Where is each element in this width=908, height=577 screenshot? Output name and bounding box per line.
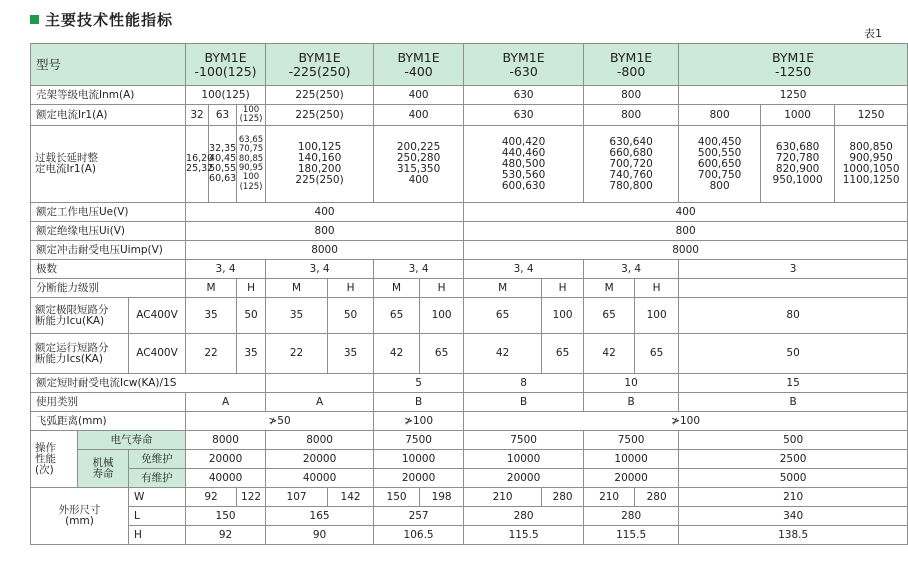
cell: ≯100 [374,412,464,431]
model-1250: BYM1E -1250 [679,44,908,86]
model-100: BYM1E -100(125) [186,44,266,86]
cell: H [237,279,266,298]
cell: 50 [237,298,266,334]
spec-table [30,43,908,545]
cell: M [186,279,237,298]
bullet-square-icon [30,15,39,24]
model-800: BYM1E -800 [584,44,679,86]
row-label: 有维护 [129,469,186,488]
cell: 100 [542,298,584,334]
cell: 3, 4 [374,260,464,279]
cell: 150 [186,507,266,526]
cell: 138.5 [679,526,908,545]
cell: 225(250) [266,86,374,105]
cell: 500 [679,431,908,450]
cell: 20000 [266,450,374,469]
cell: H [635,279,679,298]
cell: 800 [584,86,679,105]
cell: 5000 [679,469,908,488]
cell: 280 [464,507,584,526]
cell: 210 [679,488,908,507]
model-400: BYM1E -400 [374,44,464,86]
cell: A [266,393,374,412]
cell: 20000 [186,450,266,469]
cell: 20000 [584,469,679,488]
cell: 630 [464,105,584,126]
cell [266,374,374,393]
cell: 42 [464,334,542,374]
cell: 65 [420,334,464,374]
cell: 100 [635,298,679,334]
row-label: 外形尺寸 (mm) [31,488,129,545]
cell: 225(250) [266,105,374,126]
cell: 50 [679,334,908,374]
cell: 800 [186,222,464,241]
cell: 142 [328,488,374,507]
page-title: 主要技术性能指标 [45,10,174,29]
cell: 3, 4 [266,260,374,279]
cell: ≯50 [186,412,374,431]
cell: 150 [374,488,420,507]
cell: 3, 4 [464,260,584,279]
cell: 32 [186,105,209,126]
cell: 90 [266,526,374,545]
cell: 42 [584,334,635,374]
cell: 10000 [584,450,679,469]
cell [679,279,908,298]
table-row [31,450,908,469]
cell: 100(125) [186,86,266,105]
cell: 20000 [374,469,464,488]
row-label: 操作 性能 (次) [31,431,78,488]
cell: 100,125 140,160 180,200 225(250) [266,126,374,203]
table-row [31,222,908,241]
cell: 122 [237,488,266,507]
cell: 115.5 [464,526,584,545]
cell: 280 [635,488,679,507]
cell: 165 [266,507,374,526]
row-label: 飞弧距离(mm) [31,412,186,431]
cell: 22 [266,334,328,374]
row-label: 电气寿命 [78,431,186,450]
cell: M [464,279,542,298]
cell: 80 [679,298,908,334]
model-label: 型号 [31,44,186,86]
row-label: 额定工作电压Ue(V) [31,203,186,222]
cell: 7500 [584,431,679,450]
row-label: 额定冲击耐受电压Uimp(V) [31,241,186,260]
row-label: 额定绝缘电压Ui(V) [31,222,186,241]
cell: 3 [679,260,908,279]
cell: AC400V [129,298,186,334]
cell: 65 [464,298,542,334]
cell: 8000 [464,241,908,260]
cell: 100 (125) [237,105,266,126]
cell: 800,850 900,950 1000,1050 1100,1250 [835,126,908,203]
table-row [31,279,908,298]
cell: 3, 4 [584,260,679,279]
cell: M [584,279,635,298]
cell: 200,225 250,280 315,350 400 [374,126,464,203]
cell: M [266,279,328,298]
cell: 35 [328,334,374,374]
cell: 8000 [266,431,374,450]
row-label: L [129,507,186,526]
cell: H [542,279,584,298]
cell: 400,420 440,460 480,500 530,560 600,630 [464,126,584,203]
cell: 20000 [464,469,584,488]
cell: 40000 [186,469,266,488]
cell: B [584,393,679,412]
row-label: 免维护 [129,450,186,469]
cell: 63 [209,105,237,126]
table-row [31,105,908,126]
table-number: 表1 [864,27,882,40]
model-630: BYM1E -630 [464,44,584,86]
cell: 8 [464,374,584,393]
cell: 8000 [186,241,464,260]
cell: B [374,393,464,412]
cell: 340 [679,507,908,526]
cell: 400 [186,203,464,222]
row-label: 额定运行短路分 断能力Ics(KA) [31,334,129,374]
row-label: 过载长延时整 定电流Ir1(A) [31,126,186,203]
cell: 40000 [266,469,374,488]
cell: 35 [186,298,237,334]
cell: 65 [374,298,420,334]
cell: 50 [328,298,374,334]
cell: 2500 [679,450,908,469]
cell: 32,35 40,45 50,55 60,63 [209,126,237,203]
row-label: 机械 寿命 [78,450,129,488]
table-row [31,412,908,431]
cell: 16,20 25,32 [186,126,209,203]
cell: 35 [266,298,328,334]
cell: 15 [679,374,908,393]
cell: 800 [679,105,761,126]
cell: 107 [266,488,328,507]
cell: 280 [584,507,679,526]
table-row [31,374,908,393]
cell: 106.5 [374,526,464,545]
cell: 10 [584,374,679,393]
cell: AC400V [129,334,186,374]
table-row [31,44,908,86]
cell: 5 [374,374,464,393]
cell: 400 [374,86,464,105]
table-row [31,298,908,334]
cell: H [420,279,464,298]
table-row [31,203,908,222]
row-label: 额定极限短路分 断能力Icu(KA) [31,298,129,334]
table-row [31,334,908,374]
cell: 7500 [464,431,584,450]
row-label: 极数 [31,260,186,279]
cell: 63,65 70,75 80,85 90,95 100 (125) [237,126,266,203]
cell: 198 [420,488,464,507]
cell: 800 [584,105,679,126]
section-header [30,8,173,30]
table-row [31,126,908,203]
cell: 630,680 720,780 820,900 950,1000 [761,126,835,203]
cell: A [186,393,266,412]
cell: 3, 4 [186,260,266,279]
cell: 8000 [186,431,266,450]
table-row [31,393,908,412]
cell: 115.5 [584,526,679,545]
table-row [31,526,908,545]
table-row [31,241,908,260]
cell: 65 [584,298,635,334]
row-label: 使用类别 [31,393,186,412]
cell: ≯100 [464,412,908,431]
cell: 257 [374,507,464,526]
cell: 22 [186,334,237,374]
cell: 210 [464,488,542,507]
cell: 400 [374,105,464,126]
row-label: 额定电流Ir1(A) [31,105,186,126]
table-row [31,507,908,526]
cell: 1000 [761,105,835,126]
cell: H [328,279,374,298]
cell: 630,640 660,680 700,720 740,760 780,800 [584,126,679,203]
cell: M [374,279,420,298]
cell: 92 [186,526,266,545]
cell: 10000 [464,450,584,469]
cell: 400 [464,203,908,222]
cell: B [679,393,908,412]
row-label: 额定短时耐受电流Icw(KA)/1S [31,374,266,393]
row-label: H [129,526,186,545]
cell: 280 [542,488,584,507]
cell: 800 [464,222,908,241]
table-row [31,469,908,488]
row-label: 分断能力级别 [31,279,186,298]
cell: 65 [542,334,584,374]
cell: 92 [186,488,237,507]
model-225: BYM1E -225(250) [266,44,374,86]
row-label: W [129,488,186,507]
cell: 1250 [835,105,908,126]
cell: 7500 [374,431,464,450]
cell: 100 [420,298,464,334]
table-row [31,488,908,507]
cell: 10000 [374,450,464,469]
cell: B [464,393,584,412]
table-row [31,260,908,279]
cell: 1250 [679,86,908,105]
cell: 65 [635,334,679,374]
row-label: 壳架等级电流Inm(A) [31,86,186,105]
cell: 400,450 500,550 600,650 700,750 800 [679,126,761,203]
cell: 42 [374,334,420,374]
cell: 630 [464,86,584,105]
cell: 210 [584,488,635,507]
table-row [31,86,908,105]
cell: 35 [237,334,266,374]
table-row [31,431,908,450]
